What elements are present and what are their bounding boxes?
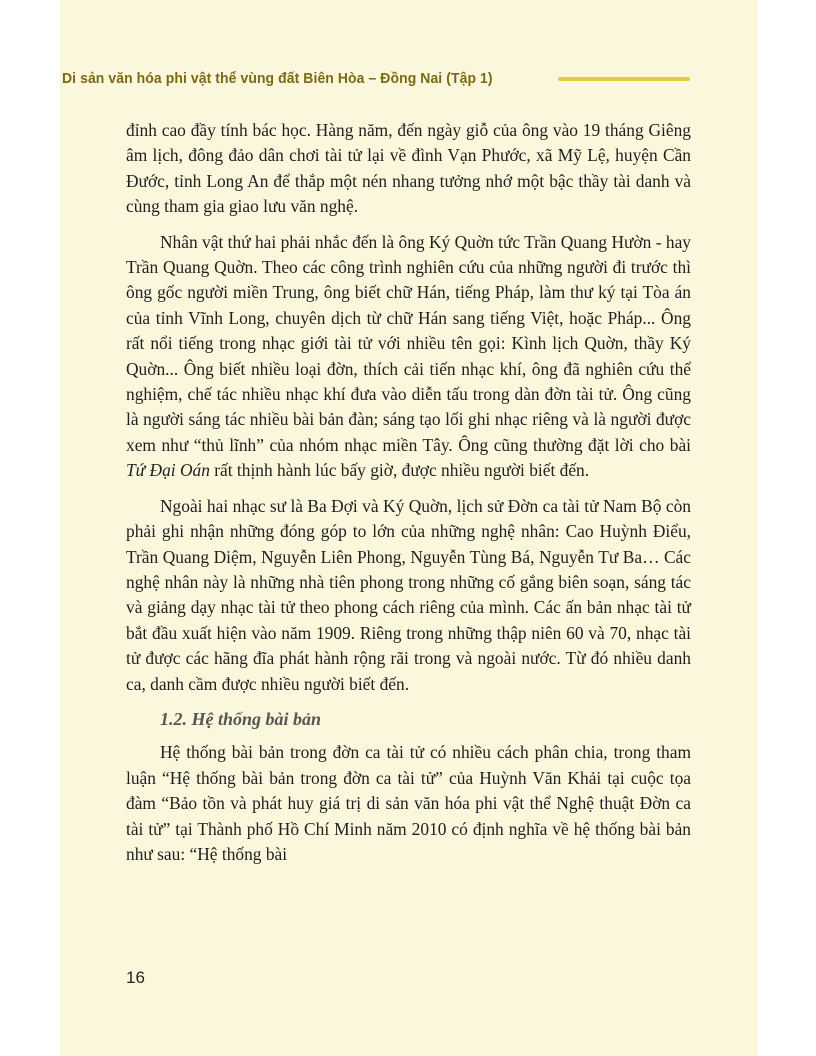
running-header: Di sản văn hóa phi vật thể vùng đất Biên Hòa – Đồng Nai (Tập 1) [62,70,493,87]
paragraph-1: đỉnh cao đầy tính bác học. Hàng năm, đến ngày giỗ của ông vào 19 tháng Giêng âm lịch, đông đảo dân chơi tài tử lại về đình Vạn Phước, xã Mỹ Lệ, huyện Cần Đước, tỉnh Long An để thắp một nén nhang tưởng nhớ một bậc thầy tài danh và cùng tham gia giao lưu văn nghệ. [126,120,691,217]
header-rule [558,77,690,81]
paragraph-2-text-after: rất thịnh hành lúc bấy giờ, được nhiều người biết đến. [209,460,590,481]
page-number: 16 [126,968,145,987]
body-text [126,118,691,867]
paragraph-2 [126,230,691,484]
section-heading: 1.2. Hệ thống bài bản [160,708,322,729]
paragraph-3: Ngoài hai nhạc sư là Ba Đợi và Ký Quờn, lịch sử Đờn ca tài tử Nam Bộ còn phải ghi nhận những đóng góp to lớn của những nghệ nhân: Cao Huỳnh Điểu, Trần Quang Diệm, Nguyễn Liên Phong, Nguyễn Tùng Bá, Nguyễn Tư Ba… Các nghệ nhân này là những nhà tiên phong trong những cố gắng biên soạn, sáng tác và giảng dạy nhạc tài tử theo phong cách riêng của mình. Các ấn bản nhạc tài tử bắt đầu xuất hiện vào năm 1909. Riêng trong những thập niên 60 và 70, nhạc tài tử được các hãng đĩa phát hành rộng rãi trong và ngoài nước. Từ đó nhiều danh ca, danh cầm được nhiều người biết đến. [126,495,691,694]
paragraph-2-text-before: Nhân vật thứ hai phải nhắc đến là ông Ký Quờn tức Trần Quang Hườn - hay Trần Quang Quờn. Theo các công trình nghiên cứu của những người đi trước thì ông gốc người miền Trung, ông biết chữ Hán, tiếng Pháp, làm thư ký tại Tòa án của tỉnh Vĩnh Long, chuyên dịch từ chữ Hán sang tiếng Việt, hoặc Pháp... Ông rất nổi tiếng trong nhạc giới tài tử với nhiều tên gọi: Kình lịch Quờn, thầy Ký Quờn... Ông biết nhiều loại đờn, thích cải tiến nhạc khí, ông đã nghiên cứu thể nghiệm, chế tác nhiều nhạc khí đưa vào diễn tấu trong dàn đờn tài tử. Ông cũng là người sáng tác nhiều bài bản đàn; sáng tạo lối ghi nhạc riêng và là người được xem như “thủ lĩnh” của nhóm nhạc miền Tây. Ông cũng thường đặt lời cho bài [126,231,691,455]
paragraph-4: Hệ thống bài bản trong đờn ca tài tử có nhiều cách phân chia, trong tham luận “Hệ thống bài bản trong đờn ca tài tử” của Huỳnh Văn Khải tại cuộc tọa đàm “Bảo tồn và phát huy giá trị di sản văn hóa phi vật thể Nghệ thuật Đờn ca tài tử” tại Thành phố Hồ Chí Minh năm 2010 có định nghĩa về hệ thống bài bản như sau: “Hệ thống bài [126,742,691,864]
song-title: Tứ Đại Oán [126,460,210,481]
